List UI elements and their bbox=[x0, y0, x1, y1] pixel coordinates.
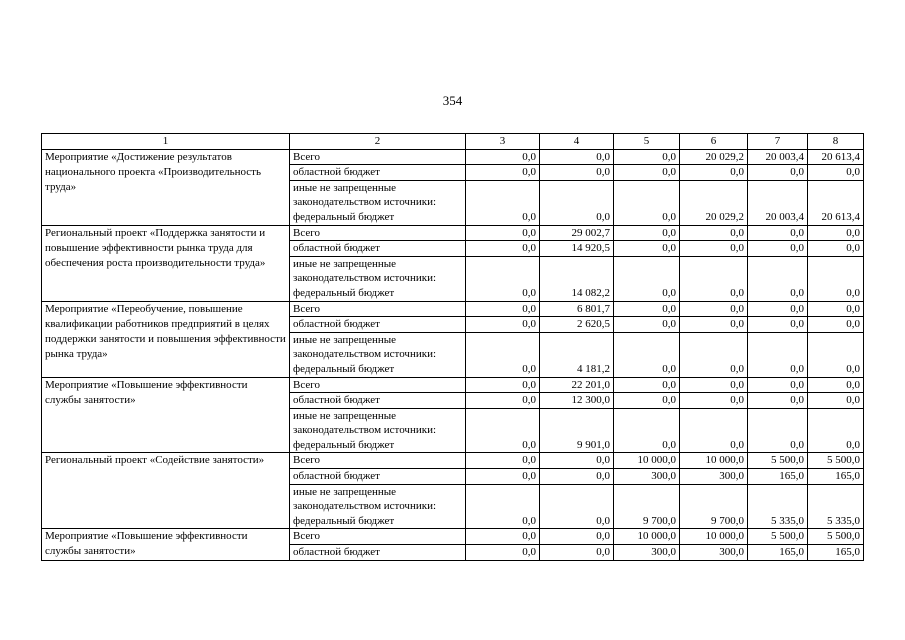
value-cell: 0,0 bbox=[466, 545, 540, 561]
value-cell: 5 500,0 bbox=[808, 453, 864, 469]
value-cell: 12 300,0 bbox=[540, 393, 614, 409]
header-cell: 2 bbox=[290, 134, 466, 150]
value-cell: 5 500,0 bbox=[748, 529, 808, 545]
value-cell: 0,0 bbox=[748, 393, 808, 409]
activity-name: Мероприятие «Достижение результатов национального проекта «Производительность труда» bbox=[42, 149, 290, 225]
value-cell: 0,0 bbox=[466, 469, 540, 485]
funding-source: Всего bbox=[290, 149, 466, 165]
value-cell: 0,0 bbox=[540, 484, 614, 529]
value-cell: 0,0 bbox=[466, 529, 540, 545]
header-cell: 7 bbox=[748, 134, 808, 150]
value-cell: 20 003,4 bbox=[748, 149, 808, 165]
value-cell: 29 002,7 bbox=[540, 225, 614, 241]
value-cell: 9 901,0 bbox=[540, 408, 614, 453]
activity-name: Мероприятие «Повышение эффективности службы занятости» bbox=[42, 377, 290, 453]
activity-name: Мероприятие «Повышение эффективности службы занятости» bbox=[42, 529, 290, 560]
value-cell: 5 500,0 bbox=[808, 529, 864, 545]
header-cell: 4 bbox=[540, 134, 614, 150]
value-cell: 5 335,0 bbox=[808, 484, 864, 529]
value-cell: 0,0 bbox=[680, 332, 748, 377]
value-cell: 165,0 bbox=[748, 469, 808, 485]
value-cell: 22 201,0 bbox=[540, 377, 614, 393]
value-cell: 0,0 bbox=[466, 332, 540, 377]
value-cell: 0,0 bbox=[614, 301, 680, 317]
value-cell: 300,0 bbox=[680, 469, 748, 485]
header-cell: 5 bbox=[614, 134, 680, 150]
value-cell: 0,0 bbox=[614, 241, 680, 257]
value-cell: 9 700,0 bbox=[614, 484, 680, 529]
funding-source: Всего bbox=[290, 453, 466, 469]
value-cell: 165,0 bbox=[808, 469, 864, 485]
funding-source: Всего bbox=[290, 529, 466, 545]
table-row bbox=[42, 225, 864, 241]
table-row bbox=[42, 149, 864, 165]
header-cell: 8 bbox=[808, 134, 864, 150]
funding-source: Всего bbox=[290, 301, 466, 317]
value-cell: 0,0 bbox=[808, 256, 864, 301]
funding-source: областной бюджет bbox=[290, 165, 466, 181]
funding-source: областной бюджет bbox=[290, 317, 466, 333]
funding-source: областной бюджет bbox=[290, 393, 466, 409]
value-cell: 0,0 bbox=[466, 393, 540, 409]
value-cell: 0,0 bbox=[466, 241, 540, 257]
funding-source: иные не запрещенные законодательством источники: федеральный бюджет bbox=[290, 332, 466, 377]
value-cell: 165,0 bbox=[808, 545, 864, 561]
value-cell: 2 620,5 bbox=[540, 317, 614, 333]
value-cell: 0,0 bbox=[466, 377, 540, 393]
value-cell: 0,0 bbox=[614, 393, 680, 409]
value-cell: 0,0 bbox=[614, 377, 680, 393]
value-cell: 0,0 bbox=[466, 408, 540, 453]
value-cell: 0,0 bbox=[540, 529, 614, 545]
value-cell: 5 335,0 bbox=[748, 484, 808, 529]
funding-source: областной бюджет bbox=[290, 469, 466, 485]
table-row bbox=[42, 453, 864, 469]
table-row bbox=[42, 529, 864, 545]
value-cell: 0,0 bbox=[466, 149, 540, 165]
value-cell: 0,0 bbox=[680, 256, 748, 301]
value-cell: 0,0 bbox=[808, 332, 864, 377]
value-cell: 0,0 bbox=[466, 180, 540, 225]
funding-source: иные не запрещенные законодательством источники: федеральный бюджет bbox=[290, 180, 466, 225]
value-cell: 0,0 bbox=[680, 377, 748, 393]
value-cell: 0,0 bbox=[680, 317, 748, 333]
value-cell: 0,0 bbox=[614, 149, 680, 165]
value-cell: 0,0 bbox=[808, 165, 864, 181]
value-cell: 10 000,0 bbox=[680, 453, 748, 469]
value-cell: 0,0 bbox=[540, 165, 614, 181]
value-cell: 0,0 bbox=[680, 393, 748, 409]
value-cell: 0,0 bbox=[680, 165, 748, 181]
value-cell: 0,0 bbox=[614, 256, 680, 301]
funding-source: иные не запрещенные законодательством источники: федеральный бюджет bbox=[290, 408, 466, 453]
value-cell: 20 003,4 bbox=[748, 180, 808, 225]
budget-table bbox=[41, 133, 864, 561]
value-cell: 0,0 bbox=[614, 332, 680, 377]
value-cell: 0,0 bbox=[808, 377, 864, 393]
value-cell: 0,0 bbox=[748, 256, 808, 301]
value-cell: 0,0 bbox=[614, 165, 680, 181]
value-cell: 10 000,0 bbox=[614, 529, 680, 545]
value-cell: 0,0 bbox=[680, 225, 748, 241]
value-cell: 0,0 bbox=[808, 317, 864, 333]
value-cell: 0,0 bbox=[680, 241, 748, 257]
value-cell: 20 613,4 bbox=[808, 149, 864, 165]
table-body bbox=[42, 134, 864, 561]
value-cell: 0,0 bbox=[680, 301, 748, 317]
value-cell: 14 082,2 bbox=[540, 256, 614, 301]
value-cell: 10 000,0 bbox=[614, 453, 680, 469]
value-cell: 0,0 bbox=[466, 484, 540, 529]
value-cell: 0,0 bbox=[466, 256, 540, 301]
value-cell: 20 029,2 bbox=[680, 149, 748, 165]
value-cell: 5 500,0 bbox=[748, 453, 808, 469]
value-cell: 0,0 bbox=[614, 180, 680, 225]
funding-source: областной бюджет bbox=[290, 545, 466, 561]
value-cell: 0,0 bbox=[680, 408, 748, 453]
value-cell: 0,0 bbox=[808, 301, 864, 317]
page-number: 354 bbox=[442, 93, 463, 108]
value-cell: 0,0 bbox=[614, 317, 680, 333]
value-cell: 0,0 bbox=[748, 225, 808, 241]
activity-name: Региональный проект «Поддержка занятости и повышение эффективности рынка труда для обеспечения роста производительности труда» bbox=[42, 225, 290, 301]
value-cell: 20 029,2 bbox=[680, 180, 748, 225]
funding-source: областной бюджет bbox=[290, 241, 466, 257]
value-cell: 300,0 bbox=[614, 469, 680, 485]
value-cell: 0,0 bbox=[540, 149, 614, 165]
value-cell: 0,0 bbox=[540, 545, 614, 561]
header-cell: 1 bbox=[42, 134, 290, 150]
funding-source: Всего bbox=[290, 377, 466, 393]
value-cell: 300,0 bbox=[680, 545, 748, 561]
value-cell: 0,0 bbox=[466, 301, 540, 317]
value-cell: 0,0 bbox=[466, 165, 540, 181]
value-cell: 0,0 bbox=[808, 393, 864, 409]
value-cell: 9 700,0 bbox=[680, 484, 748, 529]
activity-name: Региональный проект «Содействие занятости» bbox=[42, 453, 290, 529]
value-cell: 0,0 bbox=[466, 453, 540, 469]
value-cell: 0,0 bbox=[748, 301, 808, 317]
value-cell: 6 801,7 bbox=[540, 301, 614, 317]
value-cell: 0,0 bbox=[748, 317, 808, 333]
value-cell: 165,0 bbox=[748, 545, 808, 561]
value-cell: 0,0 bbox=[540, 469, 614, 485]
value-cell: 0,0 bbox=[466, 317, 540, 333]
value-cell: 0,0 bbox=[808, 241, 864, 257]
value-cell: 0,0 bbox=[748, 408, 808, 453]
value-cell: 0,0 bbox=[540, 180, 614, 225]
value-cell: 0,0 bbox=[540, 453, 614, 469]
value-cell: 0,0 bbox=[748, 377, 808, 393]
value-cell: 0,0 bbox=[808, 225, 864, 241]
header-row bbox=[42, 134, 864, 150]
funding-source: иные не запрещенные законодательством источники: федеральный бюджет bbox=[290, 256, 466, 301]
value-cell: 14 920,5 bbox=[540, 241, 614, 257]
value-cell: 10 000,0 bbox=[680, 529, 748, 545]
value-cell: 0,0 bbox=[748, 165, 808, 181]
value-cell: 4 181,2 bbox=[540, 332, 614, 377]
funding-source: Всего bbox=[290, 225, 466, 241]
table-row bbox=[42, 377, 864, 393]
value-cell: 20 613,4 bbox=[808, 180, 864, 225]
table-row bbox=[42, 301, 864, 317]
value-cell: 0,0 bbox=[614, 225, 680, 241]
activity-name: Мероприятие «Переобучение, повышение квалификации работников предприятий в целях поддержки занятости и повышения эффективности рынка труда» bbox=[42, 301, 290, 377]
value-cell: 0,0 bbox=[748, 241, 808, 257]
funding-source: иные не запрещенные законодательством источники: федеральный бюджет bbox=[290, 484, 466, 529]
value-cell: 0,0 bbox=[466, 225, 540, 241]
header-cell: 6 bbox=[680, 134, 748, 150]
header-cell: 3 bbox=[466, 134, 540, 150]
value-cell: 0,0 bbox=[808, 408, 864, 453]
value-cell: 0,0 bbox=[748, 332, 808, 377]
value-cell: 0,0 bbox=[614, 408, 680, 453]
value-cell: 300,0 bbox=[614, 545, 680, 561]
